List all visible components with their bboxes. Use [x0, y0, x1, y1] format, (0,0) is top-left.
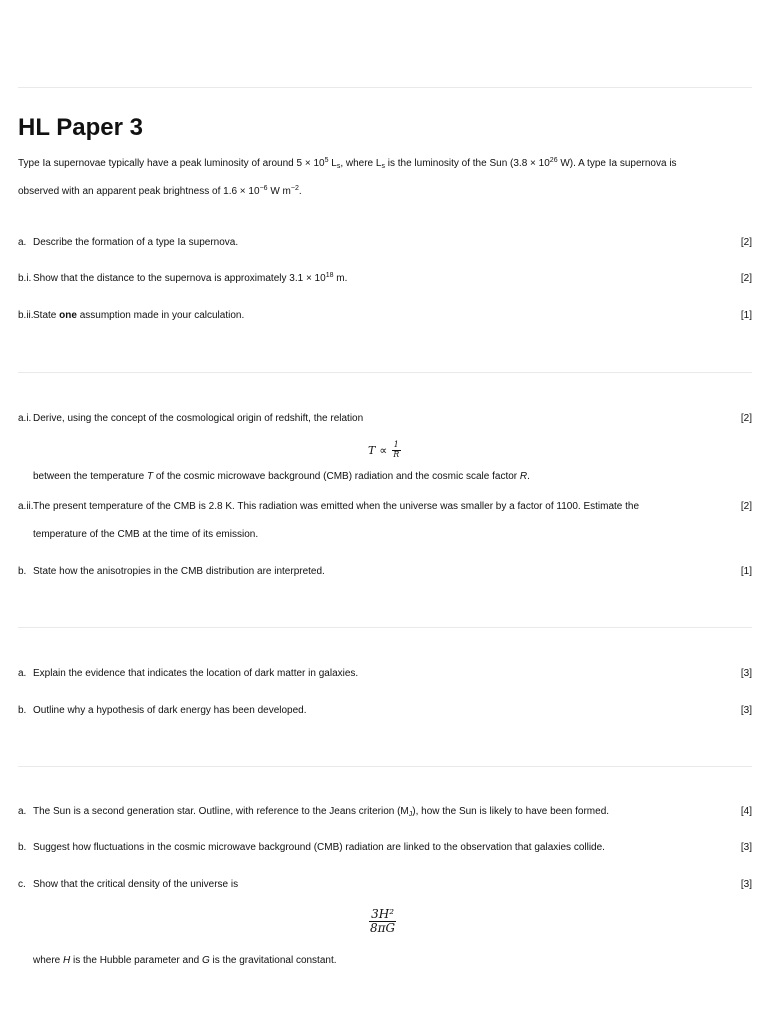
- q1bii-marks: [1]: [740, 310, 752, 321]
- q2aii-text-line2: temperature of the CMB at the time of its emission.: [33, 529, 259, 540]
- q3b-label: b.: [18, 705, 27, 716]
- q2b-label: b.: [18, 566, 27, 577]
- divider-q3: [18, 627, 752, 628]
- q2ai-text: Derive, using the concept of the cosmological origin of redshift, the relation: [33, 413, 364, 424]
- q1-intro-line2: observed with an apparent peak brightness of $1.6 \times 10^{-6}$ W $m^{-2}$.: [18, 185, 302, 197]
- page-title: HL Paper 3: [18, 114, 143, 141]
- q3b-text: Outline why a hypothesis of dark energy has been developed.: [33, 705, 307, 716]
- q4c-text: Show that the critical density of the universe is: [33, 879, 239, 890]
- q4c-continuation: where H is the Hubble parameter and G is the gravitational constant.: [33, 955, 337, 966]
- q1a-label: a.: [18, 237, 27, 248]
- q4a-label: a.: [18, 806, 27, 817]
- q2b-marks: [1]: [740, 566, 752, 577]
- q1a-text: Describe the formation of a type Ia supernova.: [33, 237, 239, 248]
- q1a-marks: [2]: [740, 237, 752, 248]
- q3a-text: Explain the evidence that indicates the location of dark matter in galaxies.: [33, 668, 359, 679]
- q1bii-text: State one assumption made in your calculation.: [33, 310, 245, 321]
- q1bi-text: Show that the distance to the supernova is approximately $3.1 \times 10^{18}$ m.: [33, 272, 348, 284]
- q2aii-label: a.ii.: [18, 501, 34, 512]
- divider-top: [18, 87, 752, 88]
- q3a-marks: [3]: [740, 668, 752, 679]
- q2ai-continuation: between the temperature T of the cosmic microwave background (CMB) radiation and the cosmic scale factor R.: [33, 471, 530, 482]
- q4c-marks: [3]: [740, 879, 752, 890]
- q2ai-label: a.i.: [18, 413, 32, 424]
- divider-q4: [18, 766, 752, 767]
- q2b-text: State how the anisotropies in the CMB distribution are interpreted.: [33, 566, 325, 577]
- q1bii-label: b.ii.: [18, 310, 34, 321]
- divider-q2: [18, 372, 752, 373]
- equation-critical-density: $\frac{\text{3H²}}{8\pi G}$: [370, 907, 396, 936]
- q3a-label: a.: [18, 668, 27, 679]
- q1bi-marks: [2]: [740, 273, 752, 284]
- q4a-marks: [4]: [740, 806, 752, 817]
- q4b-marks: [3]: [740, 842, 752, 853]
- q4a-text: The Sun is a second generation star. Outline, with reference to the Jeans criterion $(M_J)$, how the Sun is likely to have been formed.: [33, 806, 610, 818]
- q3b-marks: [3]: [740, 705, 752, 716]
- q2ai-marks: [2]: [740, 413, 752, 424]
- q2aii-text: The present temperature of the CMB is 2.8 K. This radiation was emitted when the universe was smaller by a factor of 1100. Estimate the: [33, 501, 640, 512]
- equation-t-prop-1-over-r: T ∝ $\frac{1}{R}$: [368, 440, 400, 459]
- q4c-label: c.: [18, 879, 26, 890]
- q1bi-label: b.i.: [18, 273, 32, 284]
- q2aii-marks: [2]: [740, 501, 752, 512]
- q1-intro-line1: Type Ia supernovae typically have a peak luminosity of around $5 \times 10^5$ $L_s$, where $L_s$ is the luminosity of the Sun ($3.8 \times 10^{26}$ W). A type Ia supernova is: [18, 157, 677, 170]
- q4b-text: Suggest how fluctuations in the cosmic microwave background (CMB) radiation are linked to the observation that galaxies collide.: [33, 842, 605, 853]
- q4b-label: b.: [18, 842, 27, 853]
